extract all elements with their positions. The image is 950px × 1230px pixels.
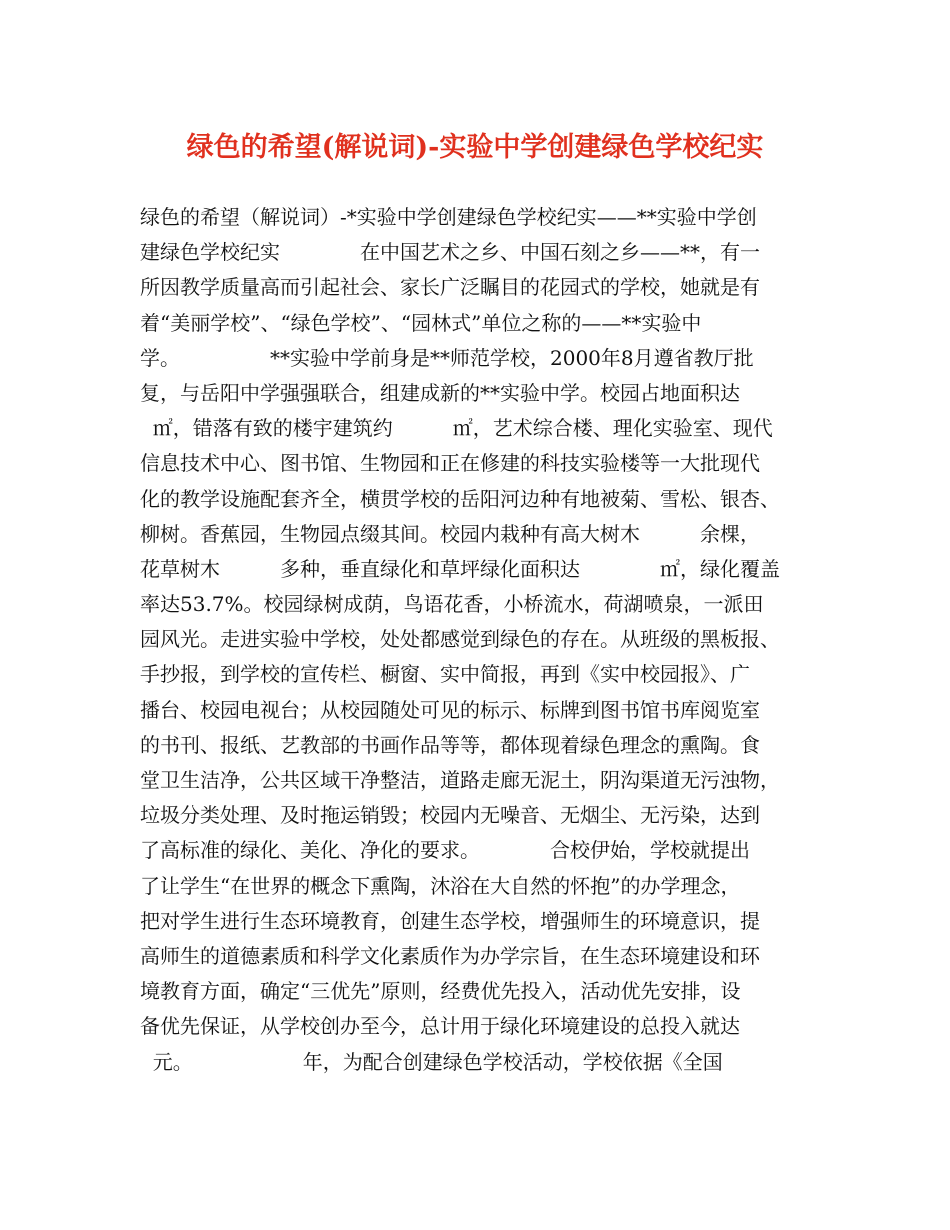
body-line: 着“美丽学校”、“绿色学校”、“园林式”单位之称的——**实验中 <box>140 310 702 335</box>
body-line: 绿色的希望（解说词）-*实验中学创建绿色学校纪实——**实验中学创 <box>140 205 757 229</box>
body-line: 园风光。走进实验中学校，处处都感觉到绿色的存在。从班级的黑板报、 <box>140 627 780 652</box>
body-line: 所因教学质量高而引起社会、家长广泛瞩目的花园式的学校，她就是有 <box>140 275 760 300</box>
body-line: 把对学生进行生态环境教育，创建生态学校，增强师生的环境意识，提 <box>140 908 760 933</box>
document-body <box>140 200 830 1080</box>
body-line: 高师生的道德素质和科学文化素质作为办学宗旨，在生态环境建设和环 <box>140 943 760 968</box>
body-line: ㎡，错落有致的楼宇建筑约 ㎡，艺术综合楼、理化实验室、现代 <box>140 416 773 441</box>
body-line: 花草树木 多种，垂直绿化和草坪绿化面积达 ㎡，绿化覆盖 <box>140 556 780 581</box>
document-title: 绿色的希望(解说词)-实验中学创建绿色学校纪实 <box>186 132 764 163</box>
body-line: 了高标准的绿化、美化、净化的要求。 合校伊始，学校就提出 <box>140 838 750 863</box>
body-line: 手抄报，到学校的宣传栏、橱窗、实中简报，再到《实中校园报》、广 <box>140 662 750 687</box>
body-line: 建绿色学校纪实 在中国艺术之乡、中国石刻之乡——**，有一 <box>140 240 760 265</box>
body-line: 垃圾分类处理、及时拖运销毁；校园内无噪音、无烟尘、无污染，达到 <box>140 803 760 828</box>
body-line: 境教育方面，确定“三优先”原则，经费优先投入，活动优先安排，设 <box>140 979 741 1004</box>
body-line: 率达53.7%。校园绿树成荫，鸟语花香，小桥流水，荷湖喷泉，一派田 <box>140 592 764 617</box>
body-line: 元。 年，为配合创建绿色学校活动，学校依据《全国 <box>140 1049 723 1074</box>
body-line: 化的教学设施配套齐全，横贯学校的岳阳河边种有地被菊、雪松、银杏、 <box>140 486 780 511</box>
body-line: 堂卫生洁净，公共区域干净整洁，道路走廊无泥土，阴沟渠道无污浊物， <box>140 768 780 792</box>
body-line: 信息技术中心、图书馆、生物园和正在修建的科技实验楼等一大批现代 <box>140 451 760 476</box>
body-line: 柳树。香蕉园，生物园点缀其间。校园内栽种有高大树木 余棵， <box>140 521 760 546</box>
body-line: 备优先保证，从学校创办至今，总计用于绿化环境建设的总投入就达 <box>140 1014 740 1039</box>
body-line: 播台、校园电视台；从校园随处可见的标示、标牌到图书馆书库阅览室 <box>140 697 760 722</box>
body-line: 的书刊、报纸、艺教部的书画作品等等，都体现着绿色理念的熏陶。食 <box>140 732 760 757</box>
body-line: 了让学生“在世界的概念下熏陶，沐浴在大自然的怀抱”的办学理念， <box>140 873 741 898</box>
body-line: 学。 **实验中学前身是**师范学校，2000年8月遵省教厅批 <box>140 345 754 370</box>
body-line: 复，与岳阳中学强强联合，组建成新的**实验中学。校园占地面积达 <box>140 380 740 405</box>
